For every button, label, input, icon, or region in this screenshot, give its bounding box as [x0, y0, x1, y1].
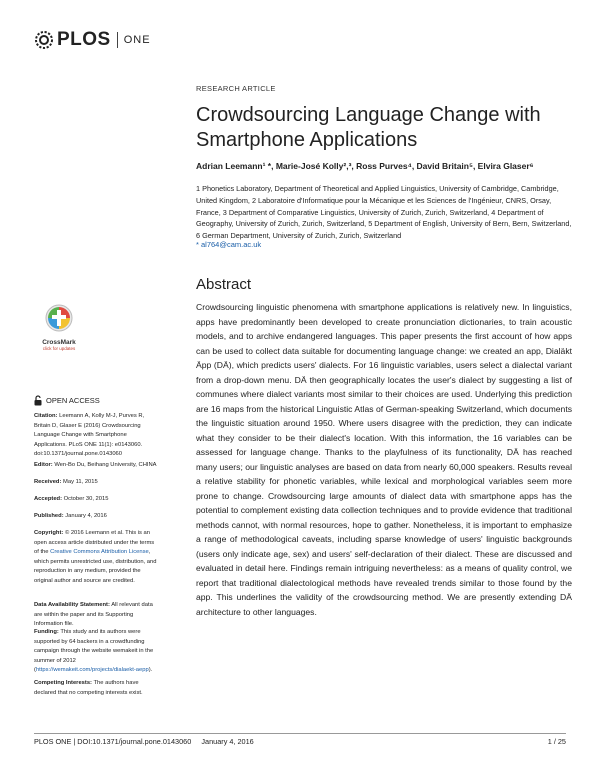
journal-name: PLOS: [57, 29, 111, 50]
received-date: May 11, 2015: [63, 479, 98, 485]
funding-text-end: ).: [148, 667, 153, 674]
footer-rule: [34, 733, 566, 734]
page-footer: [34, 733, 566, 747]
open-access-badge: [34, 395, 100, 406]
citation-label: Citation:: [34, 413, 58, 419]
editor-text: Wen-Bo Du, Beihang University, CHINA: [54, 462, 157, 468]
funding: [34, 628, 160, 676]
article-title: Crowdsourcing Language Change with Smartphone Applications: [196, 104, 541, 151]
journal-logo: [34, 28, 151, 52]
received-label: Received:: [34, 479, 62, 485]
funding-label: Funding:: [34, 629, 59, 635]
competing-interests-text: The authors have declared that no competing interests exist.: [34, 680, 143, 696]
abstract-heading: Abstract: [196, 276, 252, 293]
competing-interests-label: Competing Interests:: [34, 680, 92, 686]
affiliations: 1 Phonetics Laboratory, Department of Theoretical and Applied Linguistics, University of Cambridge, Cambridge, United Kingdom, 2 Laboratoire d'Informatique pour la Mécanique et les Sciences de l'Ingénieur, CNRS, Orsay, France, 3 Department of Comparative Linguistics, University of Zurich, Zurich, Switzerland, 4 Department of Geography, University of Zurich, Zurich, Switzerland, 5 Department of English, University of Bern, Bern, Switzerland, 6 German Department, University of Zurich, Zurich, Switzerland: [196, 184, 572, 241]
accepted-label: Accepted:: [34, 496, 63, 502]
data-availability-label: Data Availability Statement:: [34, 602, 110, 608]
published: [34, 512, 160, 522]
data-availability-text: All relevant data are within the paper and its Supporting Information file.: [34, 602, 153, 628]
received: [34, 478, 160, 488]
plos-logo-icon: [34, 30, 54, 50]
published-date: January 4, 2016: [65, 513, 107, 519]
editor: [34, 461, 160, 471]
crossmark-badge[interactable]: [34, 303, 84, 351]
accepted-date: October 30, 2015: [63, 496, 109, 502]
page-number: 1 / 25: [547, 737, 566, 746]
citation-text: Leemann A, Kolly M-J, Purves R, Britain D, Glaser E (2016) Crowdsourcing Language Change with Smartphone Applications. PLoS ONE 11(1): e0143060. doi:10.1371/journal.pone.0143060: [34, 413, 145, 458]
journal-section: ONE: [123, 34, 151, 46]
copyright-label: Copyright:: [34, 530, 64, 536]
funding-link[interactable]: https://wemakeit.com/projects/dialaekt-aepp: [35, 667, 149, 674]
footer-citation: PLOS ONE | DOI:10.1371/journal.pone.0143060 January 4, 2016: [34, 737, 254, 746]
crossmark-label: CrossMark: [42, 339, 76, 346]
published-label: Published:: [34, 513, 64, 519]
open-access-label: OPEN ACCESS: [46, 396, 100, 405]
copyright-text-end: , which permits unrestricted use, distribution, and reproduction in any medium, provided the original author and source are credited.: [34, 549, 157, 584]
funding-text: This study and its authors were supported by 64 backers in a crowdfunding campaign through the website wemakeit in the summer of 2012 (: [34, 629, 154, 674]
open-lock-icon: [34, 395, 42, 406]
competing-interests: [34, 679, 160, 698]
copyright-text: © 2016 Leemann et al. This is an open access article distributed under the terms of the: [34, 530, 155, 556]
editor-label: Editor:: [34, 462, 53, 468]
logo-divider: [117, 32, 118, 48]
copyright: [34, 529, 160, 587]
abstract-text: Crowdsourcing linguistic phenomena with smartphone applications is relatively new. In linguistics, apps have predominantly been developed to create pronunciation dictionaries, to train acoustic models, and to archive endangered languages. This paper presents the first account of how apps can be used to collect data suitable for documenting language change: we created an app, Dialäkt Äpp (DÄ), which predicts users' dialects. For 16 linguistic variables, users select a dialectal variant from a drop-down menu. DÄ then geographically locates the user's dialect by suggesting a list of communes where dialect variants most similar to their choices are used. Underlying this prediction are 16 maps from the historical Linguistic Atlas of German-speaking Switzerland, which documents the linguistic situation around 1950. Where users disagree with the prediction, they can indicate what they consider to be their dialect's location. With this information, the 16 variables can be assessed for language change. Thanks to the playfulness of its functionality, DÄ has reached many users; our linguistic analyses are based on data from nearly 60,000 speakers. Results reveal a relative stability for phonetic variables, while lexical and morphological variables seem more prone to change. Crowdsourcing large amounts of dialect data with smartphone apps has the potential to complement existing data collection techniques and to provide evidence that traditional methods cannot, with normal resources, hope to gather. Nonetheless, it is important to emphasize a range of methodological caveats, including sparse knowledge of users' linguistic backgrounds (users only indicate age, sex) and users' self-declaration of their dialect. These are discussed and evaluated in detail here. Findings remain intriguing nevertheless: as a means of quality control, we report that traditional dialectological methods have revealed trends similar to those found by the app. This underlines the validity of the crowdsourcing method. We are presently extending DÄ architecture to other languages.: [196, 302, 572, 617]
accepted: [34, 495, 160, 505]
crossmark-sublabel: click for updates: [42, 346, 76, 351]
data-availability: [34, 601, 160, 630]
citation: [34, 412, 160, 460]
author-list: Adrian Leemann¹ *, Marie-José Kolly²,³, Ross Purves⁴, David Britain⁵, Elvira Glaser⁶: [196, 161, 534, 171]
article-type: RESEARCH ARTICLE: [196, 84, 276, 93]
license-link[interactable]: Creative Commons Attribution License: [50, 549, 149, 556]
crossmark-icon: [44, 303, 74, 333]
corresponding-email[interactable]: * al764@cam.ac.uk: [196, 240, 262, 249]
